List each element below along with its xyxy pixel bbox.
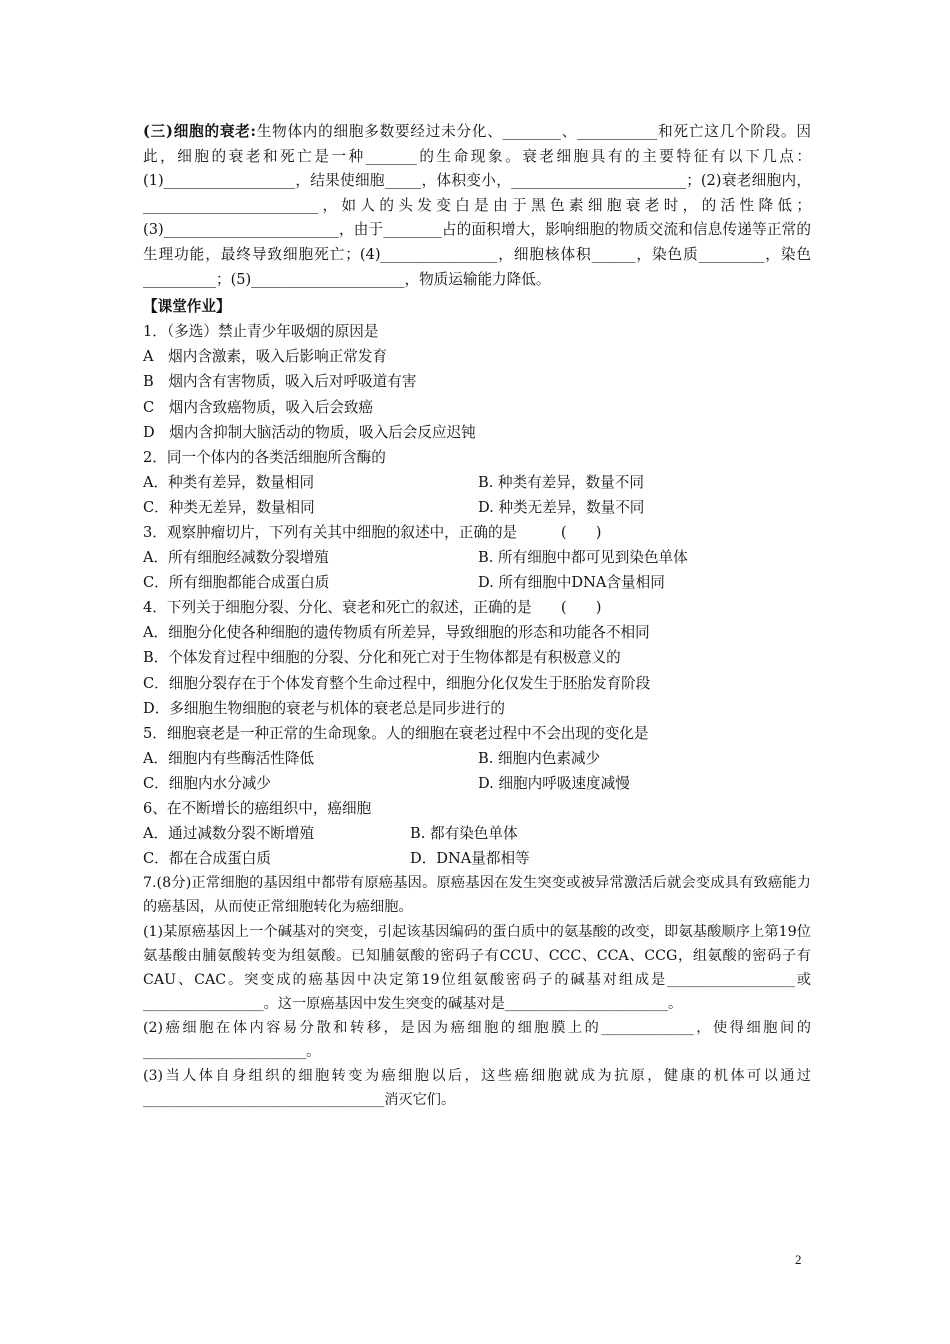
q4-option-a: A．细胞分化使各种细胞的遗传物质有所差异，导致细胞的形态和功能各不相同: [143, 624, 650, 642]
q4-option-c: C．细胞分裂存在于个体发育整个生命过程中，细胞分化仅发生于胚胎发育阶段: [143, 674, 651, 692]
q3-option-c: C．所有细胞都能合成蛋白质: [143, 574, 330, 592]
q5-stem: 5．细胞衰老是一种正常的生命现象。人的细胞在衰老过程中不会出现的变化是: [143, 724, 649, 742]
q1-option-b: B 烟内含有害物质，吸入后对呼吸道有害: [143, 373, 417, 391]
section-aging-heading: (三)细胞的衰老:: [143, 123, 256, 140]
page-content: [143, 120, 811, 1112]
q6-option-c: C．都在合成蛋白质: [143, 850, 271, 868]
q4-option-b: B．个体发育过程中细胞的分裂、分化和死亡对于生物体都是有积极意义的: [143, 649, 621, 667]
q6-options-row-1: [143, 821, 811, 846]
q2-options-row-2: [143, 495, 811, 520]
q2-options-row-1: [143, 470, 811, 495]
section-aging-paragraph: [143, 120, 811, 292]
q1-option-c: C 烟内含致癌物质，吸入后会致癌: [143, 398, 374, 416]
q3-options-row-2: [143, 570, 811, 595]
q6-option-b: B. 都有染色单体: [410, 825, 518, 843]
page-number: 2: [795, 1252, 802, 1267]
q7-part-1: (1)某原癌基因上一个碱基对的突变，引起该基因编码的蛋白质中的氨基酸的改变，即氨基酸顺序上第19位氨基酸由脯氨酸转变为组氨酸。已知脯氨酸的密码子有CCU、CCC、CCA、CCG，组氨酸的密码子有CAU、CAC。突变成的癌基因中决定第19位组氨酸密码子的碱基对组成是__________________或_________________。这一原癌基因中发生突变的碱基对是_______________________。: [143, 923, 811, 1012]
q3-option-b: B. 所有细胞中都可见到染色单体: [478, 549, 688, 567]
q7-part-2: (2)癌细胞在体内容易分散和转移，是因为癌细胞的细胞膜上的_____________，使得细胞间的_______________________。: [143, 1019, 811, 1060]
q6-stem: 6、在不断增长的癌组织中，癌细胞: [143, 800, 372, 818]
q5-option-d: D. 细胞内呼吸速度减慢: [478, 774, 630, 792]
q2-option-d: D. 种类无差异，数量不同: [478, 498, 645, 516]
homework-title: 【课堂作业】: [143, 298, 231, 316]
q3-stem: 3．观察肿瘤切片，下列有关其中细胞的叙述中，正确的是 ( ): [143, 524, 602, 541]
q5-option-a: A．细胞内有些酶活性降低: [143, 749, 315, 767]
q7-part-3: (3)当人体自身组织的细胞转变为癌细胞以后，这些癌细胞就成为抗原，健康的机体可以通过__________________________________消灭它们。: [143, 1068, 811, 1109]
q5-option-b: B. 细胞内色素减少: [478, 749, 601, 767]
q6-option-d: D．DNA量都相等: [410, 850, 530, 868]
q3-options-row-1: [143, 545, 811, 570]
q2-option-a: A．种类有差异，数量相同: [143, 473, 315, 491]
q4-stem: 4．下列关于细胞分裂、分化、衰老和死亡的叙述，正确的是 ( ): [143, 599, 602, 617]
q3-option-d: D. 所有细胞中DNA含量相同: [478, 574, 665, 592]
q6-options-row-2: [143, 846, 811, 871]
q2-option-c: C．种类无差异，数量相同: [143, 498, 315, 516]
q7-intro: 7.(8分)正常细胞的基因组中都带有原癌基因。原癌基因在发生突变或被异常激活后就会变成具有致癌能力的癌基因，从而使正常细胞转化为癌细胞。: [143, 875, 811, 916]
q4-option-d: D．多细胞生物细胞的衰老与机体的衰老总是同步进行的: [143, 699, 505, 717]
q1-stem: 1．（多选）禁止青少年吸烟的原因是: [143, 323, 379, 341]
q3-option-a: A．所有细胞经减数分裂增殖: [143, 549, 329, 567]
q5-options-row-2: [143, 771, 811, 796]
q5-option-c: C．细胞内水分减少: [143, 774, 271, 792]
q6-option-a: A．通过减数分裂不断增殖: [143, 825, 315, 843]
section-aging-body: 生物体内的细胞多数要经过未分化、________、___________和死亡这几个阶段。因此，细胞的衰老和死亡是一种_______的生命现象。衰老细胞具有的主要特征有以下几点：(1)__________________，结果使细胞_____，体积变小，________________________；(2)衰老细胞内，________________________，如人的头发变白是由于黑色素细胞衰老时，的活性降低；(3)________________________，由于________占的面积增大，影响细胞的物质交流和信息传递等正常的生理功能，最终导致细胞死亡；(4)________________，细胞核体积______，染色质_________，染色__________；(5)_____________________，物质运输能力降低。: [143, 123, 811, 288]
q5-options-row-1: [143, 746, 811, 771]
q1-option-a: A 烟内含激素，吸入后影响正常发育: [143, 348, 388, 366]
q2-option-b: B. 种类有差异，数量不同: [478, 473, 644, 491]
q1-option-d: D 烟内含抑制大脑活动的物质，吸入后会反应迟钝: [143, 423, 476, 441]
q2-stem: 2．同一个体内的各类活细胞所含酶的: [143, 448, 386, 466]
